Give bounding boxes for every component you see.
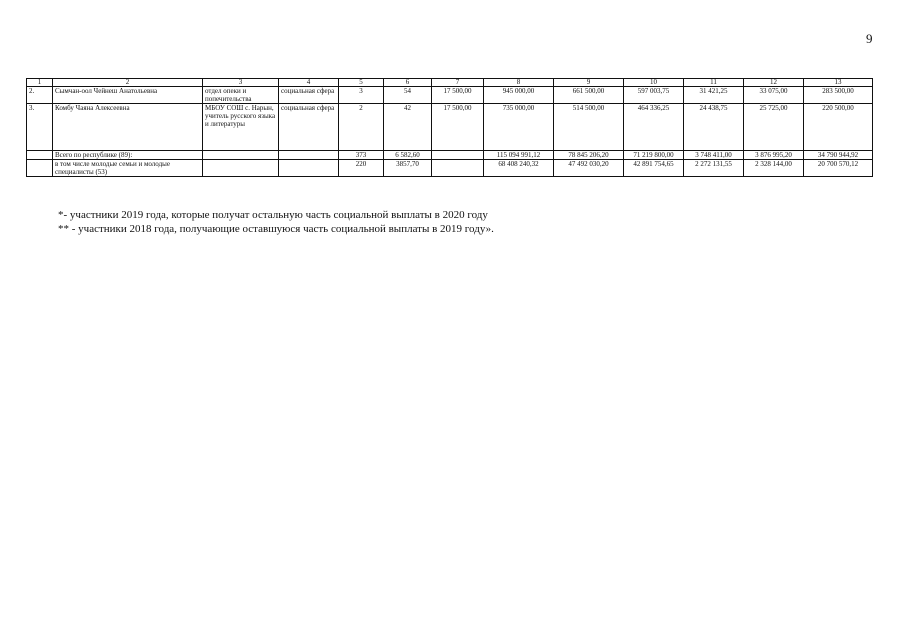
total-cell-10: 71 219 800,00	[624, 151, 684, 160]
column-number: 3	[203, 79, 279, 87]
subtotal-cell-6: 3857,70	[384, 160, 432, 177]
footnotes	[58, 208, 494, 236]
row-number: 3.	[27, 104, 53, 151]
empty-cell	[203, 160, 279, 177]
subtotal-cell-7	[432, 160, 484, 177]
column-number: 7	[432, 79, 484, 87]
total-cell-9: 78 845 206,20	[554, 151, 624, 160]
participant-name: Сымчан-оол Чейнеш Анатольевна	[53, 87, 203, 104]
column-number: 4	[279, 79, 339, 87]
subtotal-row	[27, 160, 873, 177]
participant-name: Комбу Чаяна Алексеевна	[53, 104, 203, 151]
column-number: 12	[744, 79, 804, 87]
column-number: 6	[384, 79, 432, 87]
total-label: Всего по республике (89):	[53, 151, 203, 160]
total-cell-6: 6 582,60	[384, 151, 432, 160]
column-number: 13	[804, 79, 873, 87]
cell-12: 33 075,00	[744, 87, 804, 104]
cell-5: 2	[339, 104, 384, 151]
total-cell-7	[432, 151, 484, 160]
column-number: 10	[624, 79, 684, 87]
column-number: 9	[554, 79, 624, 87]
subtotal-cell-13: 20 700 570,12	[804, 160, 873, 177]
column-number: 8	[484, 79, 554, 87]
cell-7: 17 500,00	[432, 104, 484, 151]
cell-11: 24 438,75	[684, 104, 744, 151]
cell-6: 42	[384, 104, 432, 151]
cell-11: 31 421,25	[684, 87, 744, 104]
total-cell-13: 34 790 944,92	[804, 151, 873, 160]
total-cell-5: 373	[339, 151, 384, 160]
footnote-2: ** - участники 2018 года, получающие оставшуюся часть социальной выплаты в 2019 году».	[58, 223, 494, 235]
subtotal-label: в том числе молодые семьи и молодые специалисты (53)	[53, 160, 203, 177]
empty-cell	[27, 160, 53, 177]
cell-8: 945 000,00	[484, 87, 554, 104]
cell-9: 514 500,00	[554, 104, 624, 151]
total-cell-11: 3 748 411,00	[684, 151, 744, 160]
subtotal-cell-8: 68 408 240,32	[484, 160, 554, 177]
footnote-1: *- участники 2019 года, которые получат остальную часть социальной выплаты в 2020 году	[58, 209, 488, 221]
workplace: МБОУ СОШ с. Нарын, учитель русского языка и литературы	[203, 104, 279, 151]
column-number: 11	[684, 79, 744, 87]
empty-cell	[279, 151, 339, 160]
subtotal-cell-12: 2 328 144,00	[744, 160, 804, 177]
total-cell-8: 115 094 991,12	[484, 151, 554, 160]
column-number: 5	[339, 79, 384, 87]
column-number-row	[27, 79, 873, 87]
cell-12: 25 725,00	[744, 104, 804, 151]
empty-cell	[203, 151, 279, 160]
cell-10: 597 003,75	[624, 87, 684, 104]
column-number: 1	[27, 79, 53, 87]
cell-13: 220 500,00	[804, 104, 873, 151]
subtotal-cell-5: 220	[339, 160, 384, 177]
cell-9: 661 500,00	[554, 87, 624, 104]
cell-7: 17 500,00	[432, 87, 484, 104]
empty-cell	[27, 151, 53, 160]
total-row	[27, 151, 873, 160]
page-number: 9	[866, 31, 873, 46]
payments-table	[26, 78, 873, 177]
column-number: 2	[53, 79, 203, 87]
cell-8: 735 000,00	[484, 104, 554, 151]
empty-cell	[279, 160, 339, 177]
table-row	[27, 104, 873, 151]
total-cell-12: 3 876 995,20	[744, 151, 804, 160]
sphere: социальная сфера	[279, 104, 339, 151]
table-row	[27, 87, 873, 104]
cell-13: 283 500,00	[804, 87, 873, 104]
subtotal-cell-9: 47 492 030,20	[554, 160, 624, 177]
cell-5: 3	[339, 87, 384, 104]
cell-6: 54	[384, 87, 432, 104]
workplace: отдел опеки и попечительства	[203, 87, 279, 104]
cell-10: 464 336,25	[624, 104, 684, 151]
sphere: социальная сфера	[279, 87, 339, 104]
subtotal-cell-10: 42 891 754,65	[624, 160, 684, 177]
row-number: 2.	[27, 87, 53, 104]
subtotal-cell-11: 2 272 131,55	[684, 160, 744, 177]
